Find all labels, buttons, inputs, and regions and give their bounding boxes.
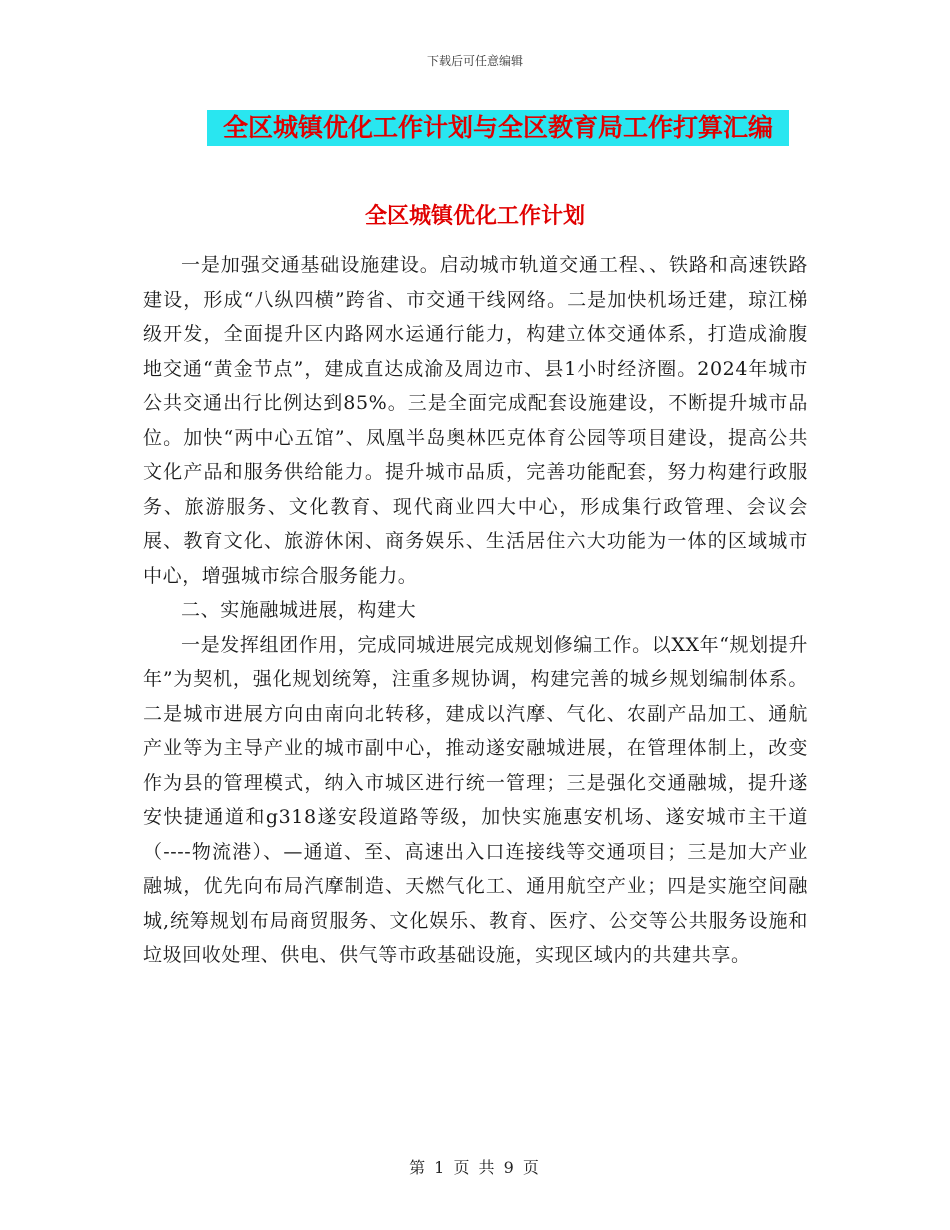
- paragraph-transport: 一是加强交通基础设施建设。启动城市轨道交通工程、、铁路和高速铁路建设，形成“八纵四横”跨省、市交通干线网络。二是加快机场迁建，琼江梯级开发，全面提升区内路网水运通行能力，构建立体交通体系，打造成渝腹地交通“黄金节点”，建成直达成渝及周边市、县1小时经济圈。2024年城市公共交通出行比例达到85%。三是全面完成配套设施建设，不断提升城市品位。加快“两中心五馆”、凤凰半岛奥林匹克体育公园等项目建设，提高公共文化产品和服务供给能力。提升城市品质，完善功能配套，努力构建行政服务、旅游服务、文化教育、现代商业四大中心，形成集行政管理、会议会展、教育文化、旅游休闲、商务娱乐、生活居住六大功能为一体的区域城市中心，增强城市综合服务能力。: [143, 254, 808, 587]
- page-number: 第 1 页 共 9 页: [409, 1158, 541, 1177]
- section-title: 全区城镇优化工作计划: [364, 204, 585, 229]
- paragraph-subheading: 二、实施融城进展，构建大: [181, 599, 417, 621]
- paragraph-integration: 一是发挥组团作用，完成同城进展完成规划修编工作。以XX年“规划提升年”为契机，强化规划统筹，注重多规协调，构建完善的城乡规划编制体系。二是城市进展方向由南向北转移，建成以汽摩、气化、农副产品加工、通航产业等为主导产业的城市副中心，推动遂安融城进展，在管理体制上，改变作为县的管理模式，纳入市城区进行统一管理；三是强化交通融城，提升遂安快捷通道和g318遂安段道路等级，加快实施惠安机场、遂安城市主干道（----物流港）、—通道、至、高速出入口连接线等交通项目；三是加大产业融城，优先向布局汽摩制造、天燃气化工、通用航空产业；四是实施空间融城,统筹规划布局商贸服务、文化娱乐、教育、医疗、公交等公共服务设施和垃圾回收处理、供电、供气等市政基础设施，实现区域内的共建共享。: [143, 633, 808, 966]
- document-title: 全区城镇优化工作计划与全区教育局工作打算汇编: [207, 110, 789, 146]
- page-header: 下载后可任意编辑: [426, 54, 523, 68]
- document-body: [143, 248, 808, 973]
